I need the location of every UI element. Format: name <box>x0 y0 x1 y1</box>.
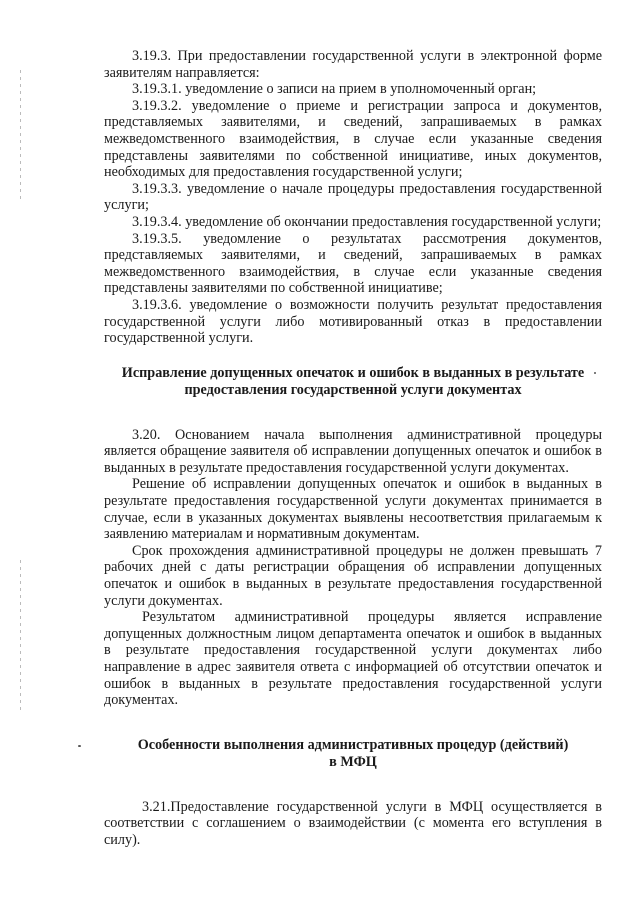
scan-speck <box>594 372 596 374</box>
section-heading-mfc-line2: в МФЦ <box>329 753 377 770</box>
paragraph-3-19-3-1: 3.19.3.1. уведомление о записи на прием в уполномоченный орган; <box>132 81 537 98</box>
paragraph-decision: Решение об исправлении допущенных опечаток и ошибок в выданных в результате предоставления государственной услуги документах принимается в случае, если в указанных документах выявлены несоответствия прилагаемым к заявлению материалам и нормативным документам. <box>104 476 602 543</box>
paragraph-term: Срок прохождения административной процедуры не должен превышать 7 рабочих дней с даты регистрации обращения об исправлении допущенных опечаток и ошибок в выданных в результате предоставления государственной услуги документах. <box>104 542 602 609</box>
section-heading-mfc <box>104 737 602 771</box>
paragraph-3-20: 3.20. Основанием начала выполнения административной процедуры является обращение заявителя об исправлении допущенных опечаток и ошибок в выданных в результате предоставления государственной услуги документах. <box>104 426 602 476</box>
section-heading-mfc-line1: Особенности выполнения административных процедур (действий) <box>137 736 569 753</box>
paragraph-3-19-3-6: 3.19.3.6. уведомление о возможности получить результат предоставления государственной услуги либо мотивированный отказ в предоставлении государственной услуги. <box>104 296 602 347</box>
paragraph-3-19-3-5: 3.19.3.5. уведомление о результатах рассмотрения документов, представляемых заявителями, и сведений, запрашиваемых в рамках межведомственного взаимодействия, в случае если указанные сведения представлены заявителями по собственной инициативе; <box>104 230 602 297</box>
scan-edge-mark <box>20 560 21 710</box>
paragraph-3-19-3-3: 3.19.3.3. уведомление о начале процедуры предоставления государственной услуги; <box>104 180 602 214</box>
paragraph-3-21: 3.21.Предоставление государственной услуги в МФЦ осуществляется в соответствии с соглашением о взаимодействии (с момента его вступления в силу). <box>104 798 602 848</box>
paragraph-result: Результатом административной процедуры является исправление допущенных должностным лицом департамента опечаток и ошибок в выданных в результате предоставления государственной услуги документах либо направление в адрес заявителя ответа с информацией об отсутствии опечаток и ошибок в выданных в результате предоставления государственной услуги документах. <box>104 609 602 709</box>
section-heading-corrections: Исправление допущенных опечаток и ошибок в выданных в результате предоставления государственной услуги документах <box>121 364 585 398</box>
scan-speck <box>78 745 81 747</box>
paragraph-3-19-3-4: 3.19.3.4. уведомление об окончании предоставления государственной услуги; <box>132 213 602 230</box>
paragraph-3-19-3-2: 3.19.3.2. уведомление о приеме и регистрации запроса и документов, представляемых заявителями, и сведений, запрашиваемых в рамках межведомственного взаимодействия, в случае если указанные сведения представлены заявителями по собственной инициативе, иных документов, необходимых для предоставления государственной услуги; <box>104 97 602 181</box>
paragraph-3-19-3: 3.19.3. При предоставлении государственной услуги в электронной форме заявителям направляется: <box>104 48 602 81</box>
scan-edge-mark <box>20 70 21 200</box>
